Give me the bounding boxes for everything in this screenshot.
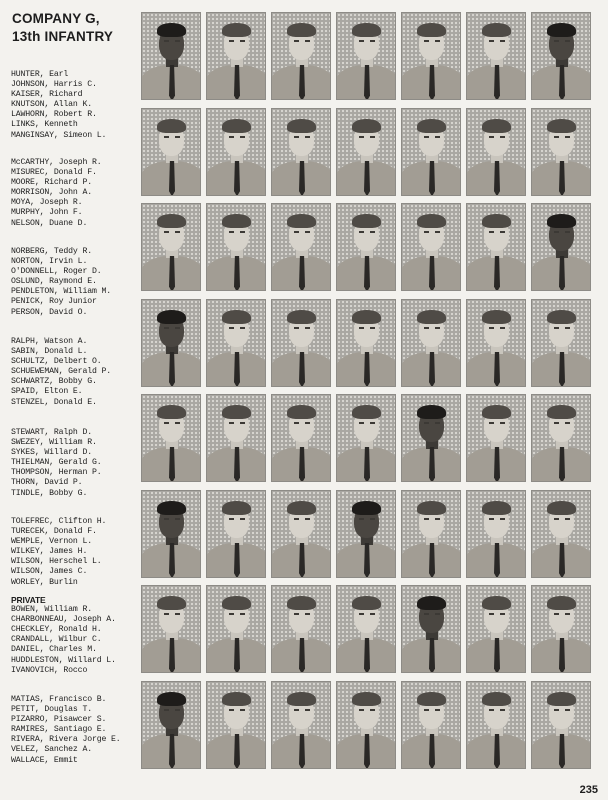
portrait-photo <box>141 394 201 482</box>
portrait-photo <box>466 585 526 673</box>
soldier-name: MURPHY, John F. <box>11 208 83 218</box>
soldier-name: WILSON, James C. <box>11 567 88 577</box>
soldier-name: TURECEK, Donald F. <box>11 527 97 537</box>
portrait-photo <box>336 203 396 291</box>
portrait-photo <box>466 490 526 578</box>
portrait-photo <box>271 394 331 482</box>
name-group <box>11 595 141 676</box>
portrait-photo <box>271 203 331 291</box>
soldier-name: VELEZ, Sanchez A. <box>11 745 92 755</box>
portrait-photo <box>206 12 266 100</box>
soldier-name: JOHNSON, Harris C. <box>11 80 97 90</box>
portrait-photo <box>401 681 461 769</box>
soldier-name: KAISER, Richard <box>11 90 83 100</box>
portrait-photo <box>336 299 396 387</box>
soldier-name: STENZEL, Donald E. <box>11 397 97 407</box>
portrait-photo <box>271 299 331 387</box>
soldier-name: MOORE, Richard P. <box>11 178 92 188</box>
portrait-photo <box>401 108 461 196</box>
soldier-name: NORTON, Irvin L. <box>11 257 88 267</box>
portrait-photo <box>141 12 201 100</box>
portrait-photo <box>466 12 526 100</box>
name-group <box>11 158 141 229</box>
soldier-name: MOYA, Joseph R. <box>11 198 83 208</box>
soldier-name: SCHWARTZ, Bobby G. <box>11 377 97 387</box>
soldier-name: MISUREC, Donald F. <box>11 168 97 178</box>
portrait-photo <box>401 12 461 100</box>
soldier-name: TINDLE, Bobby G. <box>11 488 88 498</box>
portrait-photo <box>271 108 331 196</box>
soldier-name: McCARTHY, Joseph R. <box>11 158 102 167</box>
name-group <box>11 428 141 499</box>
portrait-photo <box>336 394 396 482</box>
page-title-line-1: COMPANY G, <box>12 11 100 26</box>
soldier-name: THOMPSON, Herman P. <box>11 468 102 478</box>
portrait-photo <box>531 108 591 196</box>
soldier-name: KNUTSON, Allan K. <box>11 100 92 110</box>
portrait-photo <box>336 585 396 673</box>
soldier-name: MATIAS, Francisco B. <box>11 695 107 704</box>
soldier-name: LAWHORN, Robert R. <box>11 110 97 120</box>
soldier-name: DANIEL, Charles M. <box>11 645 97 655</box>
soldier-name: THIELMAN, Gerald G. <box>11 458 102 468</box>
soldier-name: WORLEY, Burlin <box>11 577 78 587</box>
soldier-name: SYKES, Willard D. <box>11 448 92 458</box>
soldier-name: WILSON, Herschel L. <box>11 557 102 567</box>
portrait-photo <box>141 585 201 673</box>
name-group <box>11 695 141 766</box>
soldier-name: STEWART, Ralph D. <box>11 428 92 437</box>
soldier-name: SPAID, Elton E. <box>11 387 83 397</box>
portrait-photo <box>531 490 591 578</box>
portrait-photo <box>206 681 266 769</box>
page-title-line-2: 13th INFANTRY <box>12 29 114 44</box>
page-title <box>12 10 137 46</box>
soldier-name: BOWEN, William R. <box>11 605 92 615</box>
portrait-photo <box>206 490 266 578</box>
portrait-photo <box>531 394 591 482</box>
portrait-grid <box>141 12 592 776</box>
portrait-photo <box>206 203 266 291</box>
portrait-photo <box>531 299 591 387</box>
portrait-photo <box>401 490 461 578</box>
portrait-photo <box>466 394 526 482</box>
portrait-photo <box>401 299 461 387</box>
portrait-photo <box>466 681 526 769</box>
portrait-photo <box>466 203 526 291</box>
portrait-photo <box>141 203 201 291</box>
soldier-name: SCHUEWEMAN, Gerald P. <box>11 367 112 377</box>
soldier-name: SABIN, Donald L. <box>11 347 88 357</box>
soldier-name: WEMPLE, Vernon L. <box>11 537 92 547</box>
soldier-name: CHARBONNEAU, Joseph A. <box>11 615 116 625</box>
soldier-name: RALPH, Watson A. <box>11 337 88 346</box>
soldier-name: MANGINSAY, Simeon L. <box>11 130 107 140</box>
soldier-name: LINKS, Kenneth <box>11 120 78 130</box>
portrait-photo <box>271 585 331 673</box>
portrait-photo <box>531 585 591 673</box>
portrait-photo <box>271 12 331 100</box>
portrait-photo <box>466 299 526 387</box>
soldier-name: SWEZEY, William R. <box>11 438 97 448</box>
soldier-name: RIVERA, Rivera Jorge E. <box>11 735 121 745</box>
portrait-photo <box>206 585 266 673</box>
soldier-name: RAMIRES, Santiago E. <box>11 725 107 735</box>
portrait-photo <box>336 12 396 100</box>
soldier-name: MORRISON, John A. <box>11 188 92 198</box>
portrait-photo <box>336 490 396 578</box>
rank-header: PRIVATE <box>11 595 46 605</box>
soldier-name: O'DONNELL, Roger D. <box>11 267 102 277</box>
portrait-photo <box>141 299 201 387</box>
portrait-photo <box>336 108 396 196</box>
page-number: 235 <box>579 784 598 796</box>
portrait-photo <box>206 108 266 196</box>
name-group <box>11 70 141 141</box>
portrait-photo <box>271 490 331 578</box>
soldier-name: WALLACE, Emmit <box>11 755 78 765</box>
name-group <box>11 517 141 588</box>
soldier-name: HUDDLESTON, Willard L. <box>11 655 116 665</box>
soldier-name: HUNTER, Earl <box>11 70 69 79</box>
soldier-name: OSLUND, Raymond E. <box>11 277 97 287</box>
portrait-photo <box>141 681 201 769</box>
soldier-name: SCHULTZ, Delbert O. <box>11 357 102 367</box>
portrait-photo <box>531 12 591 100</box>
portrait-photo <box>531 681 591 769</box>
name-group <box>11 337 141 408</box>
portrait-photo <box>531 203 591 291</box>
soldier-name: THORN, David P. <box>11 478 83 488</box>
soldier-name: PIZARRO, Pisawcer S. <box>11 715 107 725</box>
portrait-photo <box>336 681 396 769</box>
soldier-name: WILKEY, James H. <box>11 547 88 557</box>
portrait-photo <box>141 490 201 578</box>
portrait-photo <box>401 585 461 673</box>
soldier-name: PENICK, Roy Junior <box>11 297 97 307</box>
portrait-photo <box>206 394 266 482</box>
portrait-photo <box>271 681 331 769</box>
soldier-name: PERSON, David O. <box>11 307 88 317</box>
portrait-photo <box>401 394 461 482</box>
soldier-name: NELSON, Duane D. <box>11 218 88 228</box>
portrait-photo <box>141 108 201 196</box>
soldier-name: NORBERG, Teddy R. <box>11 247 92 256</box>
soldier-name: IVANOVICH, Rocco <box>11 665 88 675</box>
portrait-photo <box>466 108 526 196</box>
soldier-name: PENDLETON, William M. <box>11 287 112 297</box>
portrait-photo <box>401 203 461 291</box>
soldier-name: PETIT, Douglas T. <box>11 705 92 715</box>
portrait-photo <box>206 299 266 387</box>
name-group <box>11 247 141 318</box>
soldier-name: CHECKLEY, Ronald H. <box>11 625 102 635</box>
soldier-name: TOLEFREC, Clifton H. <box>11 517 107 526</box>
soldier-name: CRANDALL, Wilbur C. <box>11 635 102 645</box>
